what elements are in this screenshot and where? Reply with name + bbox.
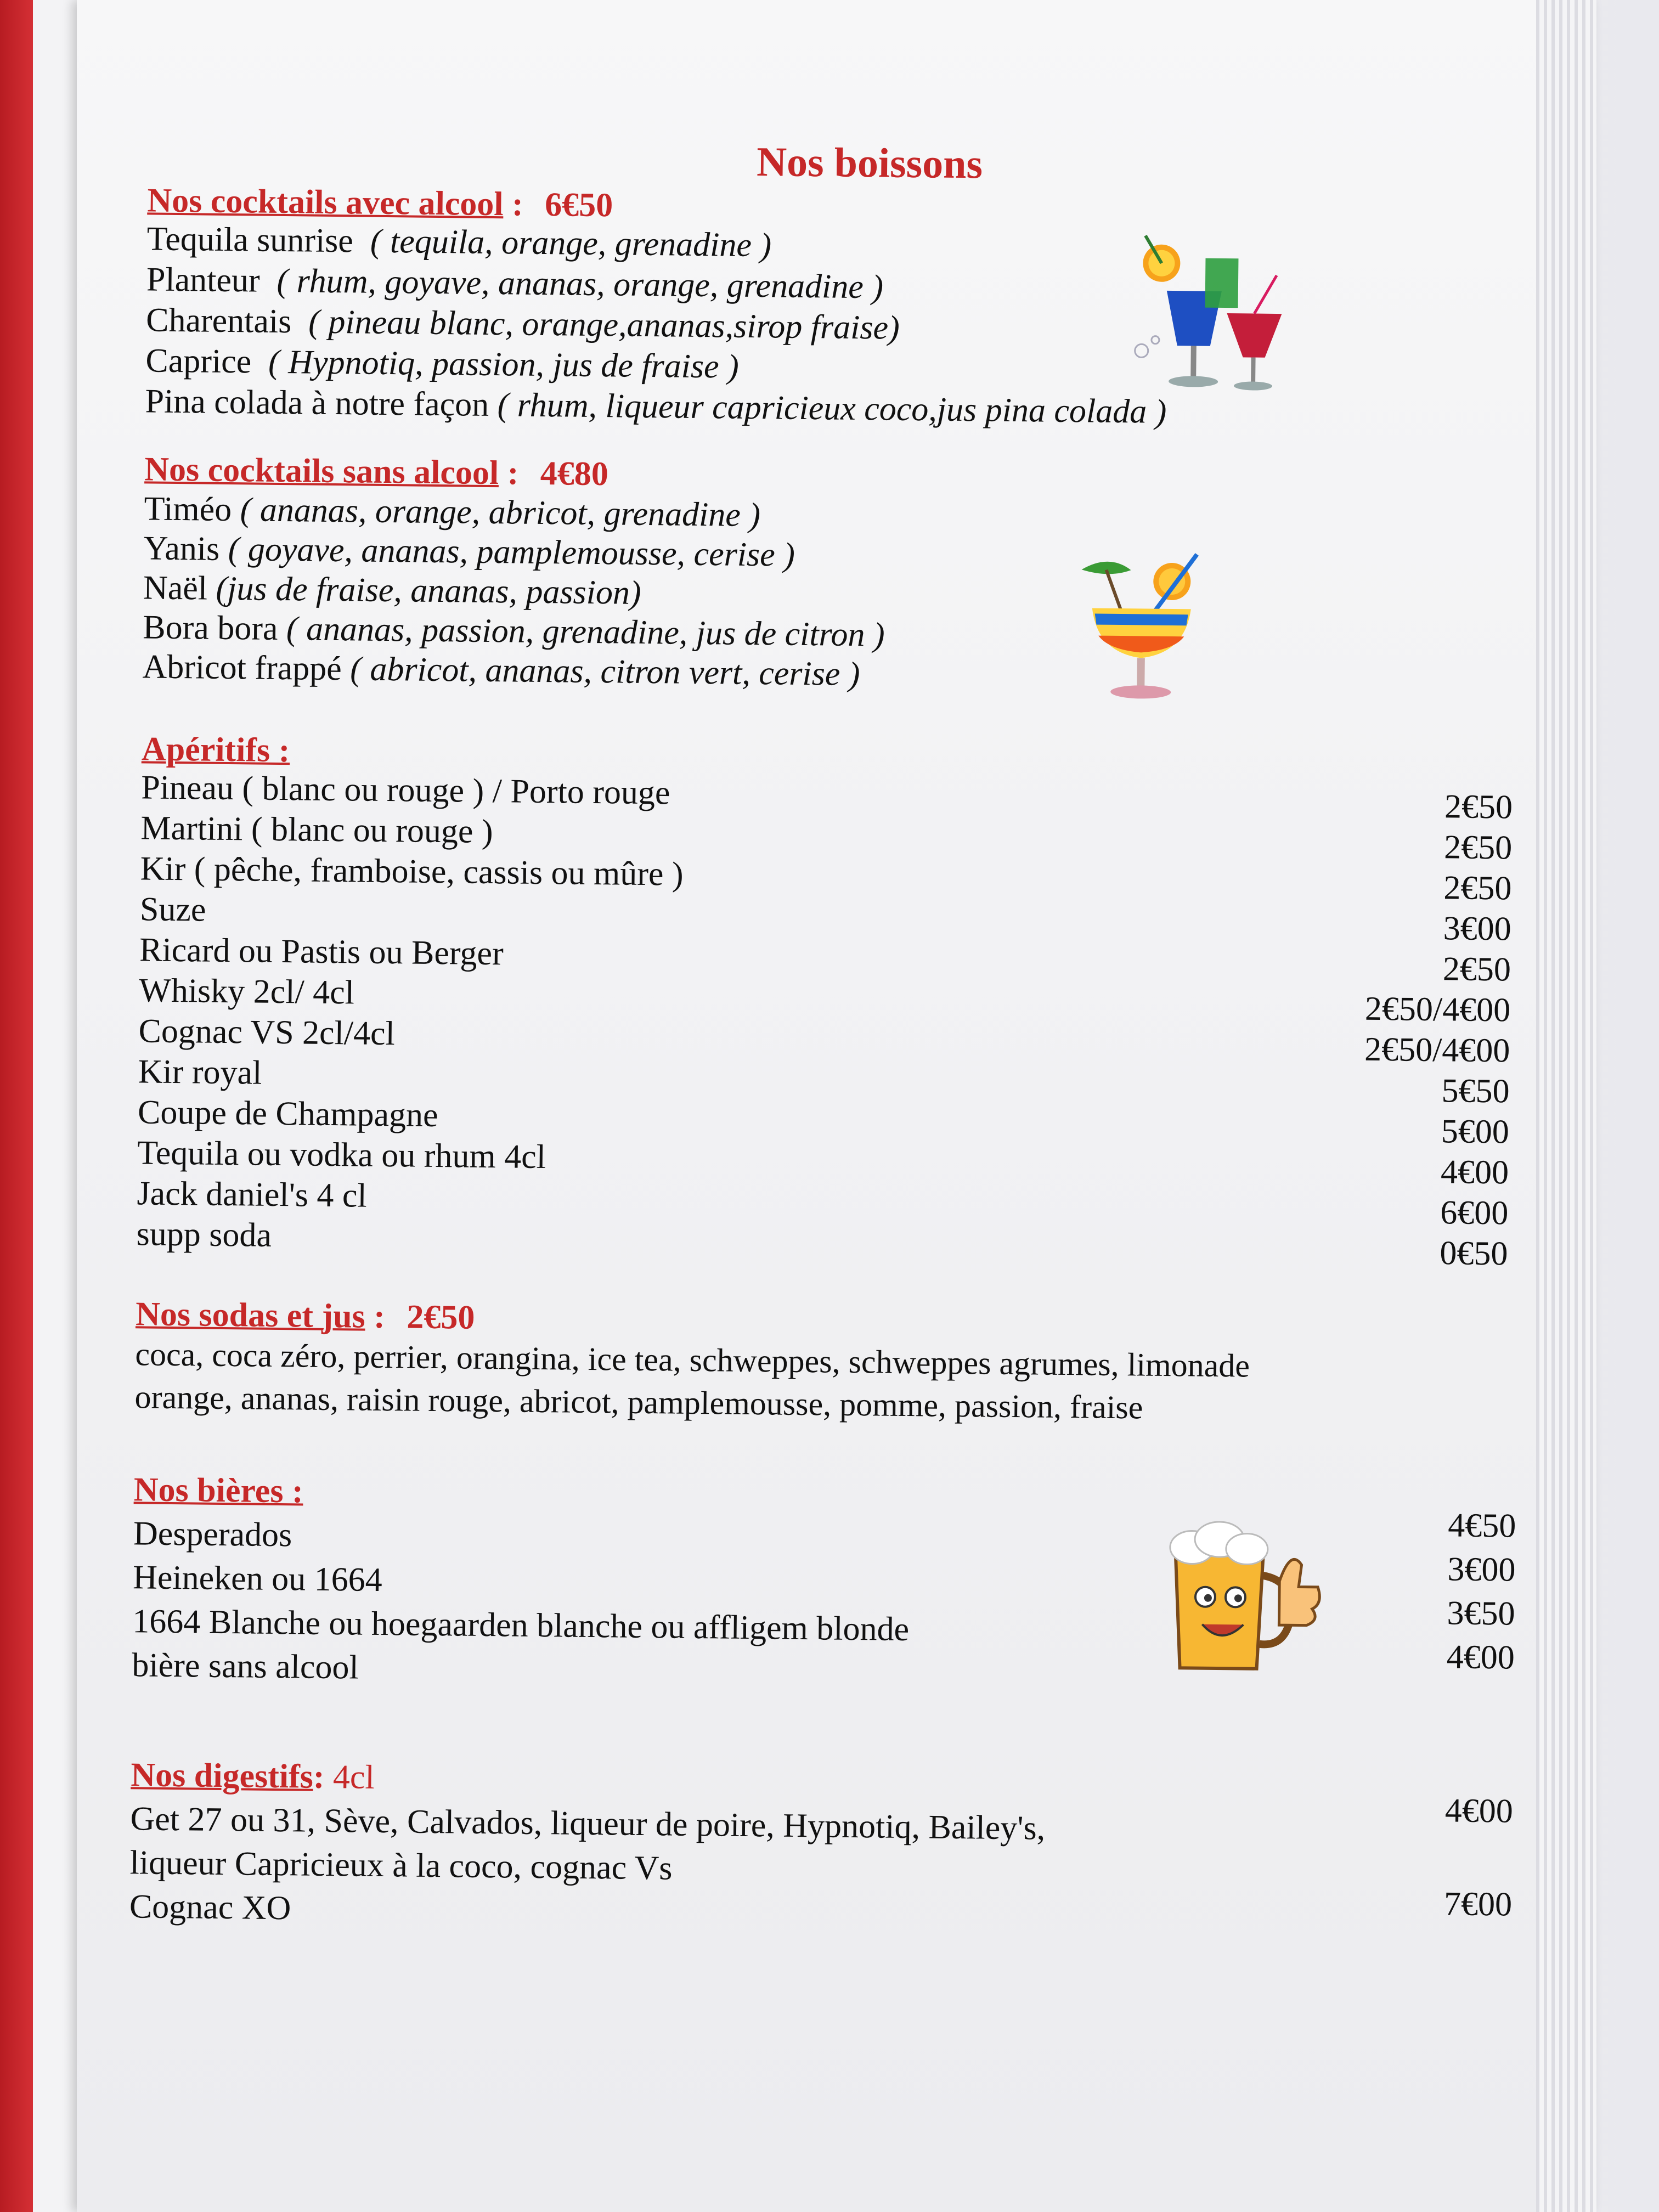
item-name: supp soda	[136, 1215, 272, 1254]
digestifs-list-line: Get 27 ou 31, Sève, Calvados, liqueur de poire, Hypnotiq, Bailey's,	[130, 1800, 1046, 1847]
item-name: Naël	[143, 569, 208, 607]
aperitif-item	[136, 1215, 272, 1255]
heading-text: Nos sodas et jus	[135, 1295, 366, 1335]
aperitif-price: 2€50	[1443, 869, 1512, 907]
list-item	[143, 608, 885, 654]
aperitif-item	[140, 809, 493, 851]
heading-text: Apéritifs :	[141, 730, 290, 770]
digestifs-price: 4€00	[1444, 1792, 1514, 1830]
aperitif-price: 2€50	[1442, 950, 1511, 989]
item-ingredients: ( ananas, passion, grenadine, jus de citron )	[286, 610, 885, 654]
aperitif-item	[139, 930, 504, 973]
list-item	[145, 341, 739, 386]
item-name: Charentais	[145, 301, 292, 341]
menu-title: Nos boissons	[756, 139, 983, 188]
aperitif-item	[140, 890, 206, 929]
list-item	[146, 301, 900, 347]
section-heading-bieres	[133, 1470, 303, 1511]
item-name: Abricot frappé	[142, 648, 342, 688]
digestifs-price: 7€00	[1443, 1885, 1513, 1923]
beer-item	[132, 1602, 909, 1649]
item-name: Tequila ou vodka ou rhum 4cl	[137, 1134, 546, 1176]
section-price: 2€50	[407, 1298, 475, 1336]
section-heading-sodas	[136, 1295, 475, 1337]
item-name: Yanis	[143, 529, 220, 568]
list-item	[143, 568, 641, 612]
item-ingredients: (jus de fraise, ananas, passion)	[216, 569, 641, 612]
aperitif-item	[138, 1093, 438, 1135]
aperitif-price: 2€50/4€00	[1364, 1030, 1510, 1070]
list-item	[142, 647, 860, 694]
item-name: Whisky 2cl/ 4cl	[139, 972, 355, 1012]
item-ingredients: ( pineau blanc, orange,ananas,sirop fraise)	[308, 303, 900, 347]
sodas-list-line: coca, coca zéro, perrier, orangina, ice tea, schweppes, schweppes agrumes, limonade	[135, 1336, 1250, 1384]
item-name: Suze	[139, 890, 206, 929]
beer-item	[133, 1558, 382, 1600]
aperitif-price: 5€50	[1441, 1072, 1510, 1110]
item-name: Planteur	[146, 261, 260, 300]
item-name: Jack daniel's 4 cl	[137, 1175, 368, 1215]
beer-price: 4€00	[1446, 1638, 1515, 1677]
beer-item	[133, 1514, 292, 1555]
item-name: Kir ( pêche, framboise, cassis ou mûre )	[140, 850, 684, 893]
item-name: 1664 Blanche ou hoegaarden blanche ou affligem blonde	[132, 1602, 910, 1649]
item-name: Cognac VS 2cl/4cl	[138, 1012, 396, 1053]
aperitif-price: 2€50	[1443, 828, 1513, 867]
item-ingredients: ( abricot, ananas, citron vert, cerise )	[349, 650, 860, 693]
item-ingredients: ( rhum, liqueur capricieux coco,jus pina colada )	[497, 386, 1167, 431]
heading-text: Nos cocktails sans alcool	[144, 450, 499, 492]
heading-text: Nos cocktails avec alcool	[147, 182, 504, 223]
heading-separator: :	[313, 1758, 325, 1796]
heading-text: Nos bières :	[133, 1471, 304, 1510]
item-name: Tequila sunrise	[146, 220, 354, 260]
aperitif-price: 2€50	[1444, 788, 1513, 826]
aperitif-price: 2€50/4€00	[1364, 990, 1511, 1029]
item-name: bière sans alcool	[132, 1646, 359, 1686]
section-price: 6€50	[544, 186, 613, 224]
item-name: Pina colada à notre façon	[145, 382, 489, 424]
item-name: Timéo	[144, 490, 232, 529]
sodas-list-line: orange, ananas, raisin rouge, abricot, pamplemousse, pomme, passion, fraise	[134, 1379, 1143, 1426]
aperitif-price: 4€00	[1440, 1153, 1509, 1192]
item-name: Bora bora	[142, 608, 278, 647]
section-price: 4€80	[540, 454, 609, 493]
beer-item	[132, 1646, 359, 1687]
aperitif-price: 6€00	[1440, 1194, 1509, 1232]
item-ingredients: ( rhum, goyave, ananas, orange, grenadine )	[276, 262, 884, 306]
item-name: Pineau ( blanc ou rouge ) / Porto rouge	[140, 769, 670, 812]
item-name: Desperados	[133, 1515, 292, 1554]
item-ingredients: ( ananas, orange, abricot, grenadine )	[240, 491, 761, 534]
item-name: Kir royal	[138, 1053, 262, 1092]
item-ingredients: ( tequila, orange, grenadine )	[370, 222, 772, 264]
aperitif-item	[137, 1133, 546, 1177]
item-name: Ricard ou Pastis ou Berger	[139, 931, 504, 973]
aperitif-item	[137, 1174, 367, 1215]
item-name: Coupe de Champagne	[137, 1093, 438, 1135]
item-ingredients: ( goyave, ananas, pamplemousse, cerise )	[228, 530, 795, 574]
beer-price: 3€00	[1447, 1550, 1516, 1589]
section-heading-aperitifs	[142, 730, 290, 770]
aperitif-price: 3€00	[1443, 910, 1512, 948]
item-ingredients: ( Hypnotiq, passion, jus de fraise )	[268, 343, 740, 386]
section-heading-digestifs	[131, 1756, 375, 1797]
list-item	[143, 529, 795, 574]
beer-mug-icon	[1152, 1514, 1329, 1680]
digestifs-list-line: Cognac XO	[129, 1888, 291, 1927]
section-heading-cocktails-alcool	[147, 181, 613, 225]
aperitif-item	[138, 1012, 395, 1053]
aperitif-price: 0€50	[1440, 1234, 1508, 1273]
list-item	[144, 489, 760, 535]
aperitif-item	[140, 849, 684, 894]
heading-text: Nos digestifs	[131, 1756, 314, 1796]
aperitif-item	[138, 1052, 262, 1092]
item-name: Martini ( blanc ou rouge )	[140, 809, 494, 851]
aperitif-item	[139, 971, 354, 1012]
section-heading-cocktails-sans-alcool	[144, 450, 608, 494]
list-item	[146, 260, 884, 307]
heading-separator: :	[507, 454, 519, 492]
item-name: Caprice	[145, 342, 252, 381]
aperitif-item	[141, 768, 670, 812]
cocktail-glasses-icon	[1127, 224, 1299, 407]
beer-price: 4€50	[1447, 1506, 1516, 1545]
aperitif-price: 5€00	[1441, 1113, 1510, 1151]
heading-separator: :	[511, 185, 524, 223]
beer-price: 3€50	[1447, 1594, 1515, 1633]
heading-separator: :	[373, 1297, 386, 1336]
digestifs-note: 4cl	[332, 1758, 375, 1796]
page-stack-edge	[1536, 0, 1596, 2212]
digestifs-list-line: liqueur Capricieux à la coco, cognac Vs	[129, 1844, 673, 1887]
item-name: Heineken ou 1664	[132, 1559, 383, 1599]
tropical-cocktail-icon	[1069, 548, 1214, 708]
list-item	[146, 219, 771, 265]
